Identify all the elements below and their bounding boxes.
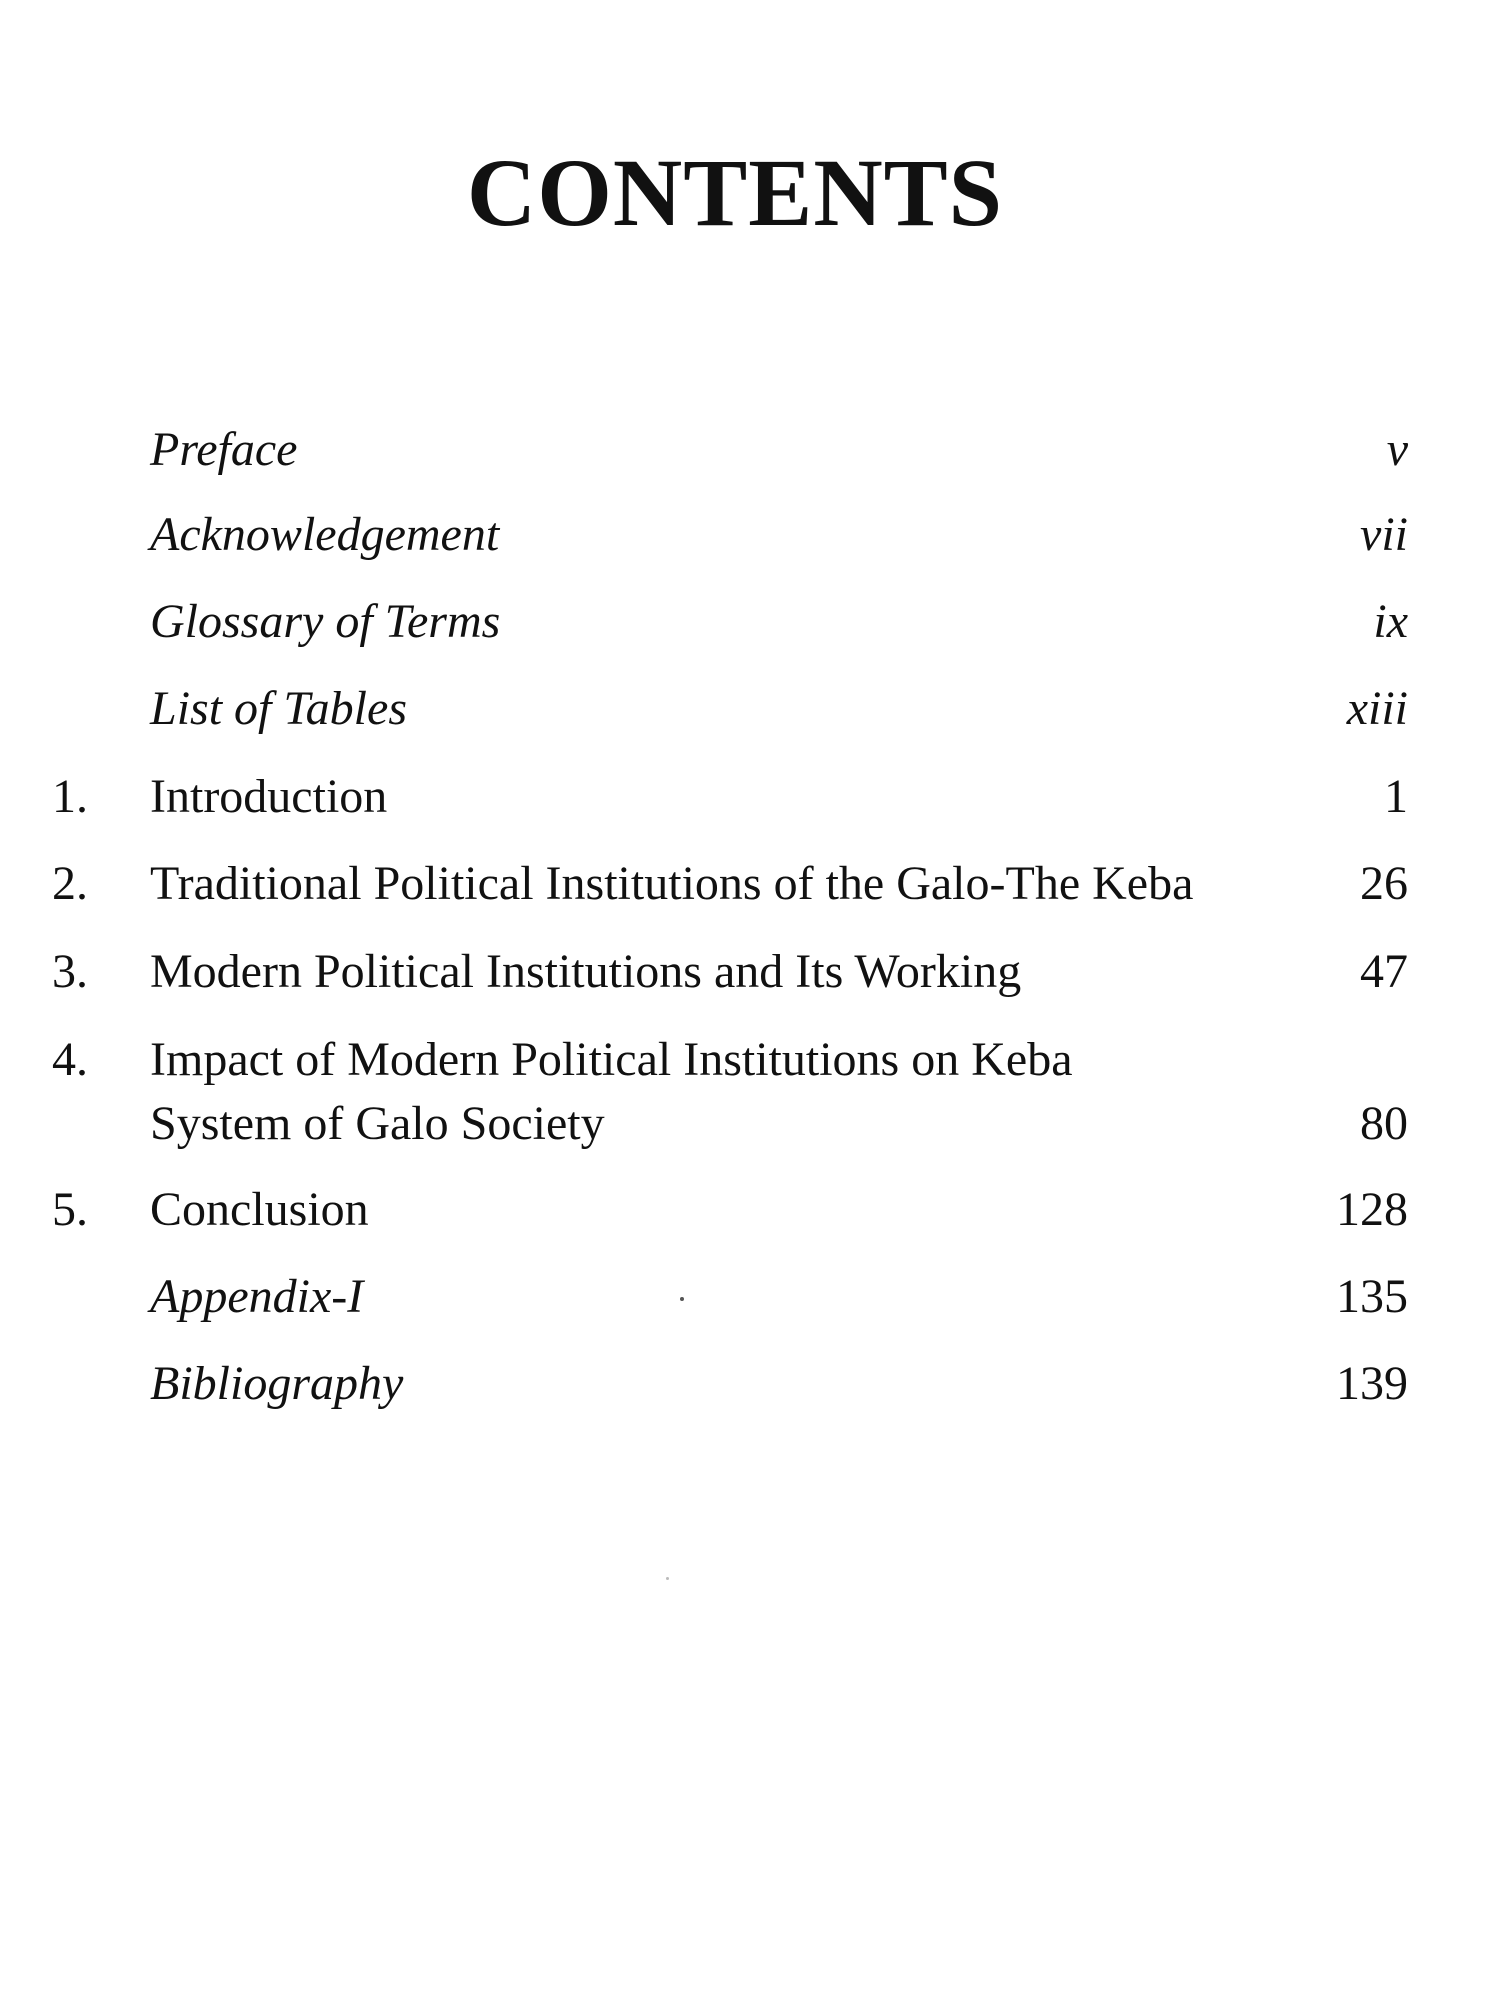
toc-entry-page: 128 [1336, 1183, 1408, 1236]
toc-entry-number: 4. [52, 1033, 88, 1086]
toc-entry-label: Preface [150, 423, 298, 476]
toc-entry-label: Introduction [150, 770, 388, 823]
toc-entry-page: xiii [1346, 682, 1408, 735]
toc-entry-label: List of Tables [150, 682, 407, 735]
toc-entry-number: 3. [52, 945, 88, 998]
toc-entry-label: Bibliography [150, 1357, 404, 1410]
toc-entry-number: 1. [52, 770, 88, 823]
page-title: CONTENTS [466, 139, 1004, 246]
toc-entry-page: vii [1360, 508, 1408, 561]
toc-entry-number: 5. [52, 1183, 88, 1236]
toc-entry-page: 1 [1384, 770, 1408, 823]
scan-speck [666, 1577, 669, 1580]
toc-entry-page: 26 [1360, 857, 1408, 910]
scan-speck [680, 1297, 684, 1301]
toc-entry-label-line-2: System of Galo Society [150, 1097, 605, 1150]
toc-entry-page: 139 [1336, 1357, 1408, 1410]
toc-entry-label [150, 1028, 1300, 1156]
toc-entry-label: Acknowledgement [150, 508, 500, 561]
toc-entry-page: ix [1373, 595, 1408, 648]
toc-entry-page: 80 [1360, 1097, 1408, 1150]
toc-entry-page: 135 [1336, 1270, 1408, 1323]
toc-entry-label: Glossary of Terms [150, 595, 501, 648]
toc-entry-number: 2. [52, 857, 88, 910]
toc-entry-page: 47 [1360, 945, 1408, 998]
toc-entry-label-line-1: Impact of Modern Political Institutions on Keba [150, 1033, 1073, 1086]
toc-entry-label: Traditional Political Institutions of the Galo-The Keba [150, 857, 1194, 910]
toc-entry-label: Modern Political Institutions and Its Working [150, 945, 1022, 998]
toc-entry-page: v [1386, 423, 1408, 476]
toc-entry-label: Conclusion [150, 1183, 369, 1236]
toc-entry-label: Appendix-I [150, 1270, 364, 1323]
